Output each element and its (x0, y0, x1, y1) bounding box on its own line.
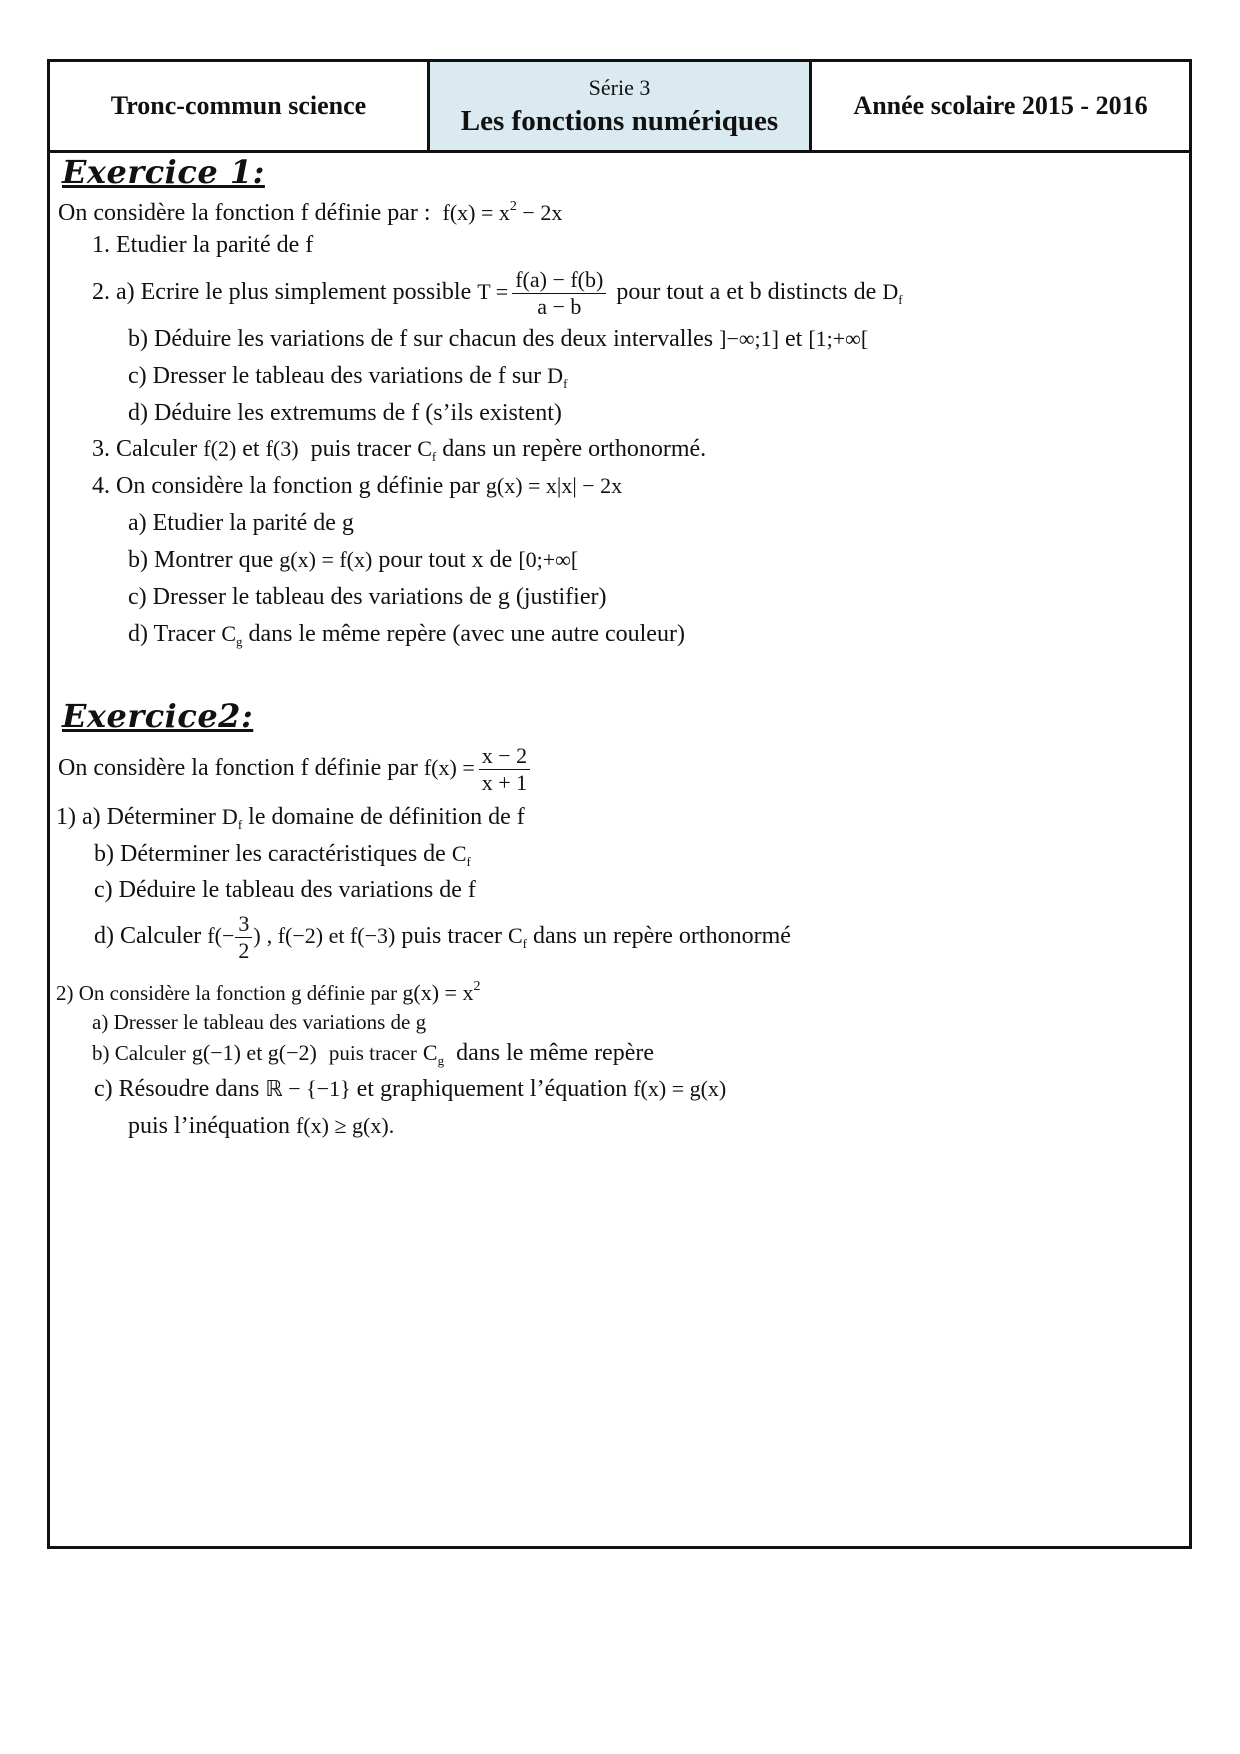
ex2-p1a-post: le domaine de définition de f (248, 804, 525, 830)
ex1-q3-f3: f(3) (265, 436, 299, 461)
ex1-q4a: a) Etudier la parité de g (128, 510, 354, 536)
series-number: Série 3 (588, 75, 651, 100)
curve-sub: g (236, 634, 243, 649)
domain-Df (882, 279, 903, 307)
ex1-q2a-T: T = (477, 279, 509, 304)
ex2-p1c: c) Déduire le tableau des variations de f (94, 877, 476, 903)
domain-Df (221, 804, 243, 832)
domain-D: D (547, 363, 564, 388)
ex1-q3-f2: f(2) (203, 436, 237, 461)
school-year (812, 62, 1189, 150)
fraction-numerator: 3 (235, 911, 252, 938)
ex2-p1d-values: , f(−2) et f(−3) (266, 923, 396, 948)
f-def-base: f(x) = x (442, 200, 510, 225)
ex2-p2 (56, 972, 480, 1008)
curve-C: C (507, 923, 523, 948)
domain-sub: f (237, 817, 243, 832)
curve-Cg (221, 621, 243, 649)
ex1-q4 (92, 471, 622, 501)
ex1-q2d: d) Déduire les extremums de f (s’ils existent) (128, 400, 562, 426)
ex2-f-label: f(x) = (423, 755, 475, 780)
ex1-q2b-text: b) Déduire les variations de f sur chacun des deux intervalles (128, 326, 714, 352)
domain-D: D (221, 804, 238, 829)
ex2-p2a: a) Dresser le tableau des variations de g (92, 1010, 427, 1034)
ex2-g-def (402, 980, 480, 1005)
ex1-intro-formula (443, 200, 563, 225)
ex2-p2b-mid: puis tracer (328, 1041, 417, 1065)
curve-sub: f (522, 936, 527, 951)
ex1-q3-et: et (242, 436, 260, 462)
ex2-p2b-values: g(−1) et g(−2) (191, 1040, 317, 1065)
domain-D: D (882, 279, 899, 304)
exercise-1-title: Exercice 1: (62, 153, 265, 191)
equation-f-eq-g: f(x) = g(x) (633, 1076, 727, 1101)
class-level-text: Tronc-commun science (110, 91, 367, 120)
ex2-p1a-text: Déterminer (106, 804, 216, 830)
fraction-numerator: f(a) − f(b) (512, 267, 606, 294)
domain-Df (547, 363, 568, 391)
ex1-q3 (92, 434, 706, 472)
interval-positive: [0;+∞[ (518, 547, 579, 572)
ex1-q4-text: 4. On considère la fonction g définie par (92, 473, 480, 499)
ex1-q2a-fraction (512, 267, 606, 320)
ex2-p1d (94, 904, 791, 968)
series-cell (430, 62, 812, 150)
curve-sub: f (466, 854, 471, 869)
ex1-q3-text: 3. Calculer (92, 436, 198, 462)
ex2-f-fraction (479, 743, 530, 796)
g-def-exponent: 2 (473, 979, 481, 994)
ex2-p1a (56, 802, 525, 840)
ex2-p1b-text: b) Déterminer les caractéristiques de (94, 841, 446, 867)
ex2-p1b (94, 839, 471, 877)
domain-sub: f (898, 292, 903, 307)
ex2-p1d-fraction (235, 911, 252, 964)
ex1-q4d (128, 619, 685, 657)
fraction-denominator: a − b (537, 293, 582, 319)
curve-sub: f (431, 449, 437, 464)
interval-1: ]−∞;1] (719, 326, 779, 351)
ex2-p1d-f: f(− (207, 923, 235, 948)
ex1-intro-text: On considère la fonction f définie par : (58, 200, 431, 226)
ex2-p1d-close: ) (253, 923, 261, 948)
ex1-q4b-formula: g(x) = f(x) (279, 547, 373, 572)
ex2-intro-text: On considère la fonction f définie par (58, 755, 418, 781)
ex1-q2b (128, 324, 868, 354)
interval-2: [1;+∞[ (808, 326, 869, 351)
ex2-p2c2-text: puis l’inéquation (128, 1113, 290, 1139)
class-level (50, 62, 430, 150)
f-def-exponent: 2 (509, 199, 517, 214)
ex1-q2a-post: pour tout a et b distincts de (616, 279, 877, 305)
ex1-q2c (128, 361, 567, 399)
inequation-f-geq-g: f(x) ≥ g(x). (295, 1113, 395, 1138)
fraction-numerator: x − 2 (479, 743, 530, 770)
ex1-q4d-text: d) Tracer (128, 621, 216, 647)
curve-C: C (451, 841, 467, 866)
ex2-p2c (94, 1074, 726, 1104)
ex2-p1d-post: dans un repère orthonormé (533, 923, 791, 949)
g-def-base: g(x) = x (402, 980, 474, 1005)
curve-Cg (422, 1040, 445, 1068)
ex1-q3-mid: puis tracer (310, 436, 412, 462)
ex1-q2b-et: et (785, 326, 803, 352)
ex2-p2-text: 2) On considère la fonction g définie par (56, 981, 398, 1005)
ex1-q2c-text: c) Dresser le tableau des variations de f sur (128, 363, 542, 389)
ex2-p2b-post: dans le même repère (456, 1040, 655, 1066)
curve-Cf (417, 436, 437, 464)
exercise-2-title: Exercice2: (62, 697, 254, 735)
ex1-q4b (128, 545, 578, 575)
curve-C: C (417, 436, 432, 461)
set-R-minus: ℝ − {−1} (265, 1076, 351, 1101)
f-def-rest: − 2x (516, 200, 563, 225)
ex1-q1: 1. Etudier la parité de f (92, 232, 314, 258)
header-table (50, 62, 1189, 153)
curve-sub: g (437, 1053, 445, 1068)
ex1-q3-post: dans un repère orthonormé. (442, 436, 707, 462)
worksheet-frame (47, 59, 1192, 1549)
ex2-p2b (92, 1038, 654, 1076)
ex1-q4b-text: b) Montrer que (128, 547, 274, 573)
ex2-intro (58, 738, 534, 798)
fraction-denominator: x + 1 (481, 769, 528, 795)
ex1-q4b-mid: pour tout x de (378, 547, 513, 573)
ex1-q2a-text: 2. a) Ecrire le plus simplement possible (92, 279, 472, 305)
ex2-p2c-mid: et graphiquement l’équation (356, 1076, 628, 1102)
ex2-p2c-text: c) Résoudre dans (94, 1076, 260, 1102)
worksheet-title: Les fonctions numériques (460, 105, 779, 137)
ex1-q2a (92, 262, 903, 322)
ex2-p1d-mid: puis tracer (401, 923, 502, 949)
curve-C: C (221, 621, 237, 646)
curve-Cf (451, 841, 471, 869)
ex1-intro (58, 192, 562, 228)
school-year-text: Année scolaire 2015 - 2016 (853, 91, 1148, 120)
domain-sub: f (563, 376, 568, 391)
ex2-p1a-label: 1) a) (56, 804, 101, 830)
ex1-q4d-post: dans le même repère (avec une autre couleur) (248, 621, 685, 647)
curve-C: C (422, 1040, 438, 1065)
g-definition: g(x) = x|x| − 2x (485, 473, 623, 498)
curve-Cf (507, 923, 527, 951)
ex2-p2b-text: b) Calculer (92, 1041, 186, 1065)
fraction-denominator: 2 (238, 937, 250, 963)
ex2-p2c-2 (128, 1111, 394, 1141)
ex1-q4c: c) Dresser le tableau des variations de g (justifier) (128, 584, 607, 610)
ex2-p1d-text: d) Calculer (94, 923, 202, 949)
